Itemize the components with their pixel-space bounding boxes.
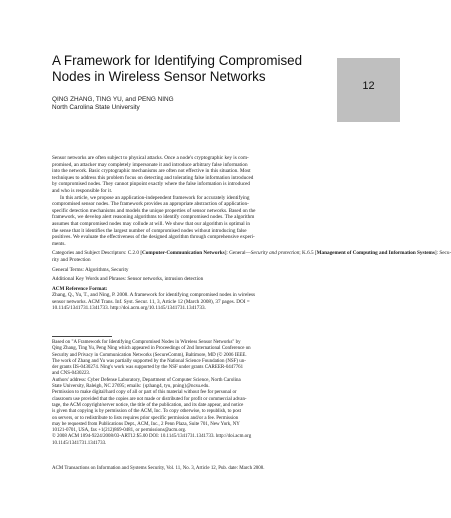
footnote-line: Authors' address: Cyber Defense Laboratory, Department of Computer Science, North Carolina [52,377,241,383]
abstract-line: ments. [52,240,66,247]
author-names: QING ZHANG, TING YU, and PENG NING [52,96,174,103]
abstract-line: and who is responsible for it. [52,187,113,194]
footnote-line: tage, the ACM copyright/server notice, the title of the publication, and its date appear, and notice [52,402,244,408]
author-block [52,96,332,112]
abstract-line: compromised sensor nodes. The framework provides an appropriate abstraction of application- [52,201,249,208]
abstract-line: the sense that it identifies the largest number of compromised nodes without introducing false [52,227,247,234]
abstract-line: assumes that compromised nodes may collude at will. We show that our algorithm is optimal in [52,220,251,227]
page-number: 12 [362,80,375,92]
author-affiliation: North Carolina State University [52,104,140,112]
footnote-line: Permission to make digital/hard copy of all or part of this material without fee for personal or [52,390,237,396]
abstract-section [52,155,451,312]
footnote-line: 10.1145/1341731.1341733. [52,440,107,446]
footnote-line: classroom use provided that the copies are not made or distributed for profit or commercial advan- [52,396,247,402]
acm-reference-line: sensor networks. ACM Trans. Inf. Syst. Secur. 11, 3, Article 12 (March 2008), 37 pages. DOI = [52,298,250,305]
abstract-line: In this article, we propose an application-independent framework for accurately identifying [60,194,250,201]
page-number-tab [337,58,400,122]
abstract-line: specific detection mechanisms and models the unique properties of sensor networks. Based on the [52,207,256,214]
acm-reference-line: Zhang, Q., Yu, T., and Ning, P. 2008. A framework for identifying compromised nodes in wireless [52,292,256,299]
footnote-line: Based on "A Framework for Identifying Compromised Nodes in Wireless Sensor Networks" by [52,340,241,345]
running-footer: ACM Transactions on Information and Systems Security, Vol. 11, No. 3, Article 12, Pub. date: March 2008. [52,466,265,471]
footnote-line: and CNS-0430223. [52,371,91,377]
abstract-line: framework, we develop alert reasoning algorithms to identify compromised nodes. The algorithm [52,214,255,221]
abstract-line: into the network. Basic cryptographic mechanisms are often not effective in this situation. Most [52,168,251,175]
footnote-line: may be requested from Publications Dept., ACM, Inc., 2 Penn Plaza, Suite 701, New York, NY [52,421,240,427]
abstract-line: techniques to address this problem focus on detecting and tolerating false information introduced [52,174,254,181]
abstract-paragraph-2 [52,195,352,248]
footnote-line: on servers, or to redistribute to lists requires prior specific permission and/or a fee. Permission [52,415,239,421]
footnote-line: The work of Zhang and Yu was partially supported by the National Science Foundation (NSF) un- [52,358,246,364]
abstract-line: promised, an attacker may completely impersonate it and introduce arbitrary false information [52,161,248,168]
paper-title [52,53,332,84]
abstract-line: by compromised nodes. They cannot pinpoint exactly where the false information is introduced [52,181,250,188]
footnote-line: 10121-0701, USA, fax +1(212)869-0481, or permissions@acm.org. [52,428,187,434]
title-line-2: Nodes in Wireless Sensor Networks [52,68,266,84]
abstract-paragraph-1 [52,155,352,195]
footnote-line: © 2008 ACM 1094-9224/2008/03-ART12 $5.00 DOI: 10.1145/1341731.1341733. http://doi.acm.org [52,434,252,440]
categories-line: Categories and Subject Descriptors: C.2.0 [Computer-Communication Networks]: General—Security and protection; K.6.5 [Management of Computing and Information Systems]: Secu- [52,250,451,257]
acm-reference-line: 10.1145/1341731.1341733. http://doi.acm.org/10.1145/1341731.1341733. [52,305,206,312]
footnote-line: is given that copying is by permission of the ACM, Inc. To copy otherwise, to republish, to post [52,409,241,415]
abstract-line: positives. We evaluate the effectiveness of the designed algorithm through comprehensive experi- [52,234,255,241]
categories-line-2: rity and Protection [52,256,91,263]
acm-reference-heading: ACM Reference Format: [52,285,108,292]
footnote-line: Security and Privacy in Communication Networks (SecureComm), Baltimore, MD (© 2006 IEEE. [52,352,247,358]
footnote-line: der grants IIS-0430274. Ning's work was supported by the NSF under grants CAREER-0447761 [52,365,244,371]
footnote-line: State University, Raleigh, NC 27695; emails: {qzhang4, tyu, pning}@ncsu.edu. [52,384,210,390]
title-line-1: A Framework for Identifying Compromised [52,53,303,68]
footnote-divider [52,336,112,337]
abstract-line: Sensor networks are often subject to physical attacks. Once a node's cryptographic key is com- [52,155,249,161]
footnote-block [52,340,352,447]
footnote-line: Qing Zhang, Ting Yu, Peng Ning which appeared in Proceedings of 2nd International Conference on [52,346,251,352]
keywords: Additional Key Words and Phrases: Sensor networks, intrusion detection [52,276,204,283]
general-terms: General Terms: Algorithms, Security [52,266,129,273]
